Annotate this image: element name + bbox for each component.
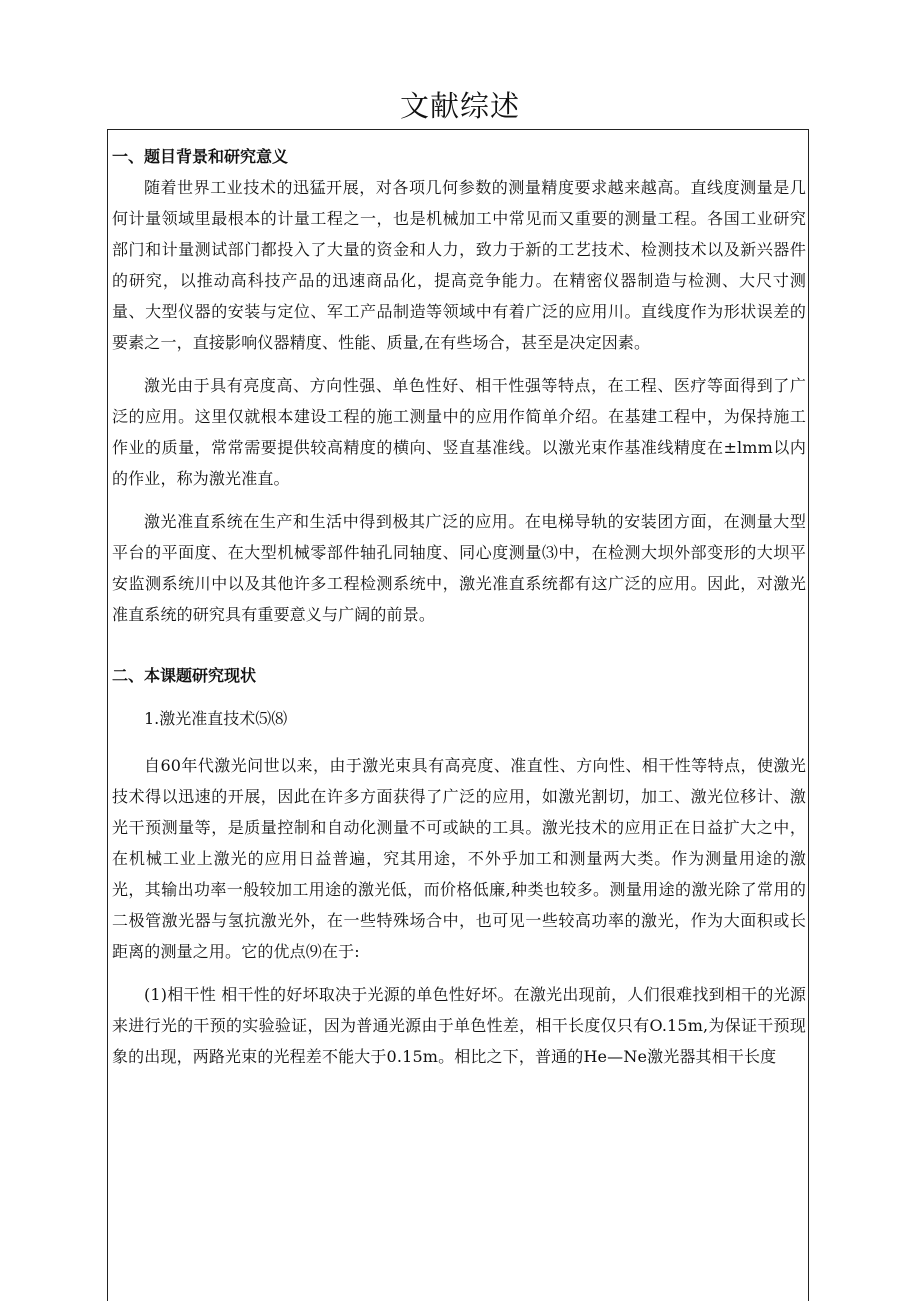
section-heading-status: 二、本课题研究现状 — [112, 666, 257, 685]
paragraph-status-1: 自60年代激光问世以来，由于激光束具有高亮度、准直性、方向性、相干性等特点，使激光技术得以迅速的开展，因此在许多方面获得了广泛的应用，如激光割切，加工、激光位移计、激光干预测量等，是质量控制和自动化测量不可或缺的工具。激光技术的应用正在日益扩大之中，在机械工业上激光的应用日益普遍，究其用途，不外乎加工和测量两大类。作为测量用途的激光，其输出功率一般较加工用途的激光低，而价格低廉,种类也较多。测量用途的激光除了常用的二极管激光器与氢抗激光外，在一些特殊场合中，也可见一些较高功率的激光，作为大面积或长距离的测量之用。它的优点⑼在于: — [112, 756, 806, 961]
document-body — [112, 141, 806, 1072]
page-title: 文献综述 — [399, 89, 520, 123]
paragraph-background-3: 激光准直系统在生产和生活中得到极其广泛的应用。在电梯导轨的安装团方面，在测量大型平台的平面度、在大型机械零部件轴孔同轴度、同心度测量⑶中，在检测大坝外部变形的大坝平安监测系统川中以及其他许多工程检测系统中，激光准直系统都有这广泛的应用。因此，对激光准直系统的研究具有重要意义与广阔的前景。 — [112, 512, 806, 624]
paragraph-status-2: (1)相干性 相干性的好坏取决于光源的单色性好坏。在激光出现前，人们很难找到相干的光源来进行光的干预的实验验证，因为普通光源由于单色性差，相干长度仅只有O.15m,为保证干预现象的出现，两路光束的光程差不能大于0.15m。相比之下，普通的He—Ne激光器其相干长度 — [112, 985, 806, 1066]
paragraph-background-2: 激光由于具有亮度高、方向性强、单色性好、相干性强等特点，在工程、医疗等面得到了广泛的应用。这里仅就根本建设工程的施工测量中的应用作简单介绍。在基建工程中，为保持施工作业的质量，常常需要提供较高精度的横向、竖直基准线。以激光束作基准线精度在±lmm以内的作业，称为激光准直。 — [112, 376, 806, 488]
paragraph-background-1: 随着世界工业技术的迅猛开展，对各项几何参数的测量精度要求越来越高。直线度测量是几何计量领域里最根本的计量工程之一，也是机械加工中常见而又重要的测量工程。各国工业研究部门和计量测试部门都投入了大量的资金和人力，致力于新的工艺技术、检测技术以及新兴器件的研究，以推动高科技产品的迅速商品化，提高竞争能力。在精密仪器制造与检测、大尺寸测量、大型仪器的安装与定位、军工产品制造等领域中有着广泛的应用川。直线度作为形状误差的要素之一，直接影响仪器精度、性能、质量,在有些场合，甚至是决定因素。 — [112, 178, 806, 352]
subheading-laser-alignment: 1.激光准直技术⑸⑻ — [144, 709, 288, 728]
section-heading-background: 一、题目背景和研究意义 — [112, 147, 289, 166]
